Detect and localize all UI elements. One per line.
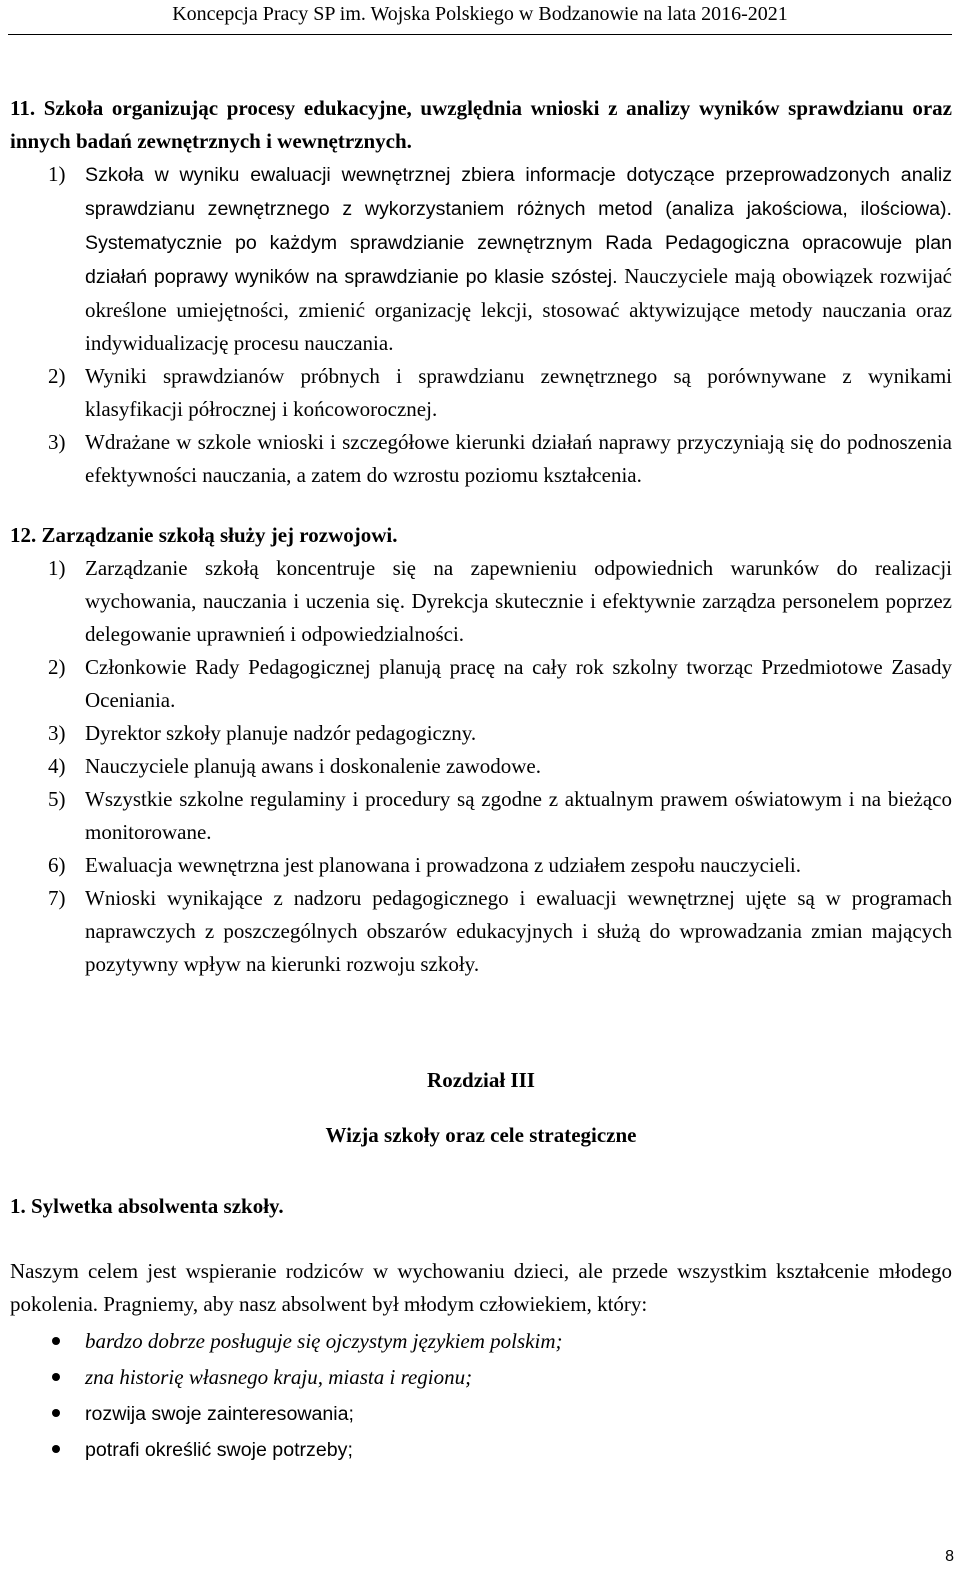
- item-number: 4): [48, 754, 66, 778]
- item-text: Zarządzanie szkołą koncentruje się na zapewnieniu odpowiednich warunków do realizacji wychowania, nauczania i uczenia się. Dyrekcja skutecznie i efektywnie zarządza personelem poprzez delegowanie uprawnień i odpowiedzialności.: [85, 556, 952, 646]
- section-12-item-6: [10, 849, 952, 882]
- bullet-icon: [52, 1337, 60, 1345]
- item-text: Nauczyciele planują awans i doskonalenie zawodowe.: [85, 754, 541, 778]
- item-text: Wdrażane w szkole wnioski i szczegółowe kierunki działań naprawy przyczyniają się do podnoszenia efektywności nauczania, a zatem do wzrostu poziomu kształcenia.: [85, 430, 952, 487]
- item-number: 3): [48, 721, 66, 745]
- item-text: Nauczyciele mają obowiązek rozwijać określone umiejętności, zmienić organizację lekcji, stosować aktywizujące metody nauczania oraz indywidualizację procesu nauczania.: [85, 264, 953, 355]
- section-12-item-7: [10, 882, 952, 981]
- list-item: [10, 1395, 952, 1431]
- page-header: Koncepcja Pracy SP im. Wojska Polskiego w Bodzanowie na lata 2016-2021: [172, 3, 788, 25]
- section-11-heading: 11. Szkoła organizując procesy edukacyjne, uwzględnia wnioski z analizy wyników sprawdzianu oraz innych badań zewnętrznych i wewnętrznych.: [10, 96, 952, 153]
- header-divider: [8, 34, 952, 35]
- list-item: [10, 1323, 952, 1359]
- item-text: Wnioski wynikające z nadzoru pedagogicznego i ewaluacji wewnętrznej ujęte są w programach naprawczych z poszczególnych obszarów edukacyjnych i służą do wprowadzania zmian mających pozytywny wpływ na kierunki rozwoju szkoły.: [85, 886, 952, 976]
- item-text: Ewaluacja wewnętrzna jest planowana i prowadzona z udziałem zespołu nauczycieli.: [85, 853, 802, 877]
- list-item-text: rozwija swoje zainteresowania;: [85, 1403, 354, 1425]
- item-text: Wyniki sprawdzianów próbnych i sprawdzianu zewnętrznego są porównywane z wynikami klasyfikacji półrocznej i końcoworocznej.: [85, 364, 952, 421]
- item-number: 2): [48, 364, 66, 388]
- item-text-sans: Szkoła w wyniku ewaluacji wewnętrznej zbiera informacje dotyczące przeprowadzonych analiz sprawdzianu zewnętrznego z wykorzystaniem różnych metod (analiza jakościowa, ilościowa). Systematycznie po każdym sprawdzianie zewnętrznym Rada Pedagogiczna opracowuje plan działań poprawy wyników na sprawdzianie po klasie szóstej.: [85, 164, 952, 288]
- list-item: [10, 1431, 952, 1467]
- graduate-traits-list: [10, 1323, 952, 1467]
- section-11-item-2: [10, 360, 952, 426]
- section-11-item-1: [10, 158, 952, 360]
- bullet-icon: [52, 1409, 60, 1417]
- list-item-text: bardzo dobrze posługuje się ojczystym językiem polskim;: [85, 1329, 563, 1353]
- item-number: 6): [48, 853, 66, 877]
- item-number: 3): [48, 430, 66, 454]
- list-item-text: zna historię własnego kraju, miasta i regionu;: [85, 1365, 473, 1389]
- item-text: Członkowie Rady Pedagogicznej planują pracę na cały rok szkolny tworząc Przedmiotowe Zasady Oceniania.: [85, 655, 952, 712]
- section-12-item-2: [10, 651, 952, 717]
- item-text: Dyrektor szkoły planuje nadzór pedagogiczny.: [85, 721, 477, 745]
- item-number: 5): [48, 787, 66, 811]
- chapter-title: Rozdział III: [427, 1068, 535, 1092]
- item-number: 7): [48, 886, 66, 910]
- bullet-icon: [52, 1445, 60, 1453]
- section-11-item-3: [10, 426, 952, 492]
- list-item-text: potrafi określić swoje potrzeby;: [85, 1439, 353, 1461]
- graduate-profile-intro: Naszym celem jest wspieranie rodziców w wychowaniu dzieci, ale przede wszystkim kształcenie młodego pokolenia. Pragniemy, aby nasz absolwent był młodym człowiekiem, który:: [10, 1259, 952, 1316]
- item-text: Wszystkie szkolne regulaminy i procedury są zgodne z aktualnym prawem oświatowym i na bieżąco monitorowane.: [85, 787, 952, 844]
- section-12-item-3: [10, 717, 952, 750]
- section-12-item-4: [10, 750, 952, 783]
- item-number: 1): [48, 162, 66, 186]
- item-number: 1): [48, 556, 66, 580]
- section-12-heading: 12. Zarządzanie szkołą służy jej rozwojowi.: [10, 523, 398, 547]
- list-item: [10, 1359, 952, 1395]
- graduate-profile-heading: 1. Sylwetka absolwenta szkoły.: [10, 1194, 284, 1218]
- page-number: 8: [945, 1548, 954, 1565]
- bullet-icon: [52, 1373, 60, 1381]
- item-number: 2): [48, 655, 66, 679]
- section-12-item-1: [10, 552, 952, 651]
- chapter-subtitle: Wizja szkoły oraz cele strategiczne: [325, 1123, 637, 1147]
- document-body: [10, 92, 952, 1467]
- section-12-item-5: [10, 783, 952, 849]
